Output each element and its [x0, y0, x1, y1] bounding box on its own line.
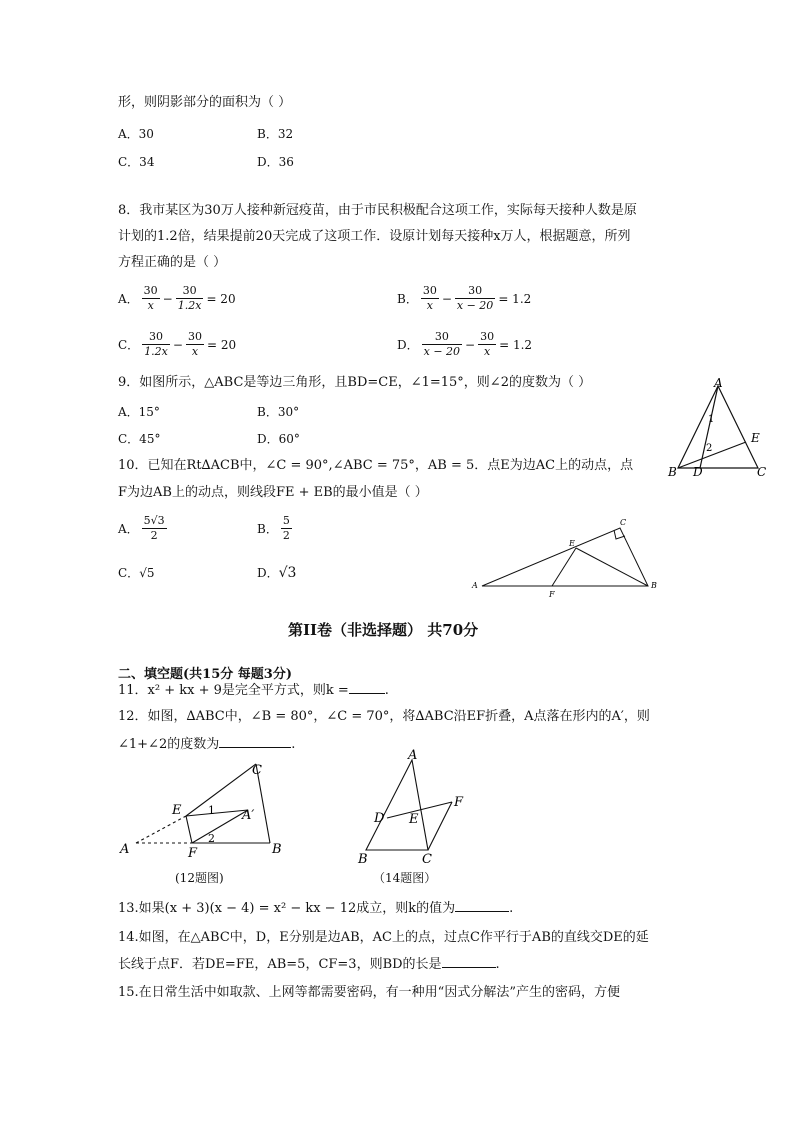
q9-option-a: A．15°	[118, 405, 160, 419]
q9-triangle-abc	[678, 386, 758, 468]
q14-line1: 14.如图，在△ABC中，D，E分别是边AB，AC上的点，过点C作平行于AB的直线交DE的延	[118, 930, 649, 945]
q10-line2: F为边AB上的动点，则线段FE + EB的最小值是（ ）	[118, 485, 428, 500]
q12-label-f: F	[188, 846, 198, 858]
q12-caption: (12题图)	[175, 871, 224, 885]
q14-segment-cf	[428, 802, 452, 850]
q10-label-f: F	[549, 590, 555, 599]
q12-angle1-label: 1	[208, 804, 215, 817]
q9-label-d: D	[693, 465, 703, 479]
section2-title: 二、填空题(共15分 每题3分)	[118, 667, 292, 682]
q9-option-b: B．30°	[257, 405, 300, 419]
q14-label-c: C	[422, 852, 432, 867]
q14-figure	[352, 748, 472, 868]
q8-option-a: A． $\frac{30}{x}$ − $\frac{30}{1.2x}$ = 20	[118, 284, 236, 312]
q10-line1: 10．已知在Rt∆ACB中，∠C = 90°,∠ABC = 75°，AB = 5．点E为边AC上的动点，点	[118, 458, 634, 473]
q10-option-d: D．√3	[257, 565, 297, 581]
q10-option-b: B． $\frac{5}{2}$	[257, 514, 290, 542]
q8-option-c: C． $\frac{30}{1.2x}$ − $\frac{30}{x}$ = 20	[118, 330, 237, 358]
q8-line2: 计划的1.2倍，结果提前20天完成了这项工作．设原计划每天接种x万人，根据题意，所列	[118, 229, 631, 244]
q11-answer-blank	[349, 693, 385, 694]
q14-caption: （14题图）	[373, 871, 437, 885]
q9-label-a: A	[714, 376, 723, 390]
q14-label-f: F	[454, 795, 464, 810]
q8-option-d: D． $\frac{30}{x - 20}$ − $\frac{30}{x}$ = 1.2	[397, 330, 533, 358]
q7-option-c: C．34	[118, 155, 155, 169]
q12-segment-ef	[186, 816, 192, 843]
q8-line1: 8．我市某区为30万人接种新冠疫苗，由于市民积极配合这项工作，实际每天接种人数是原	[118, 203, 637, 218]
q13-text: 13.如果(x + 3)(x − 4) = x² − kx − 12成立，则k的值为 .	[118, 901, 514, 916]
q14-answer-blank	[442, 967, 496, 968]
q15-line1: 15.在日常生活中如取款、上网等都需要密码，有一种用“因式分解法”产生的密码，方便	[118, 985, 620, 1000]
q8-option-b: B． $\frac{30}{x}$ − $\frac{30}{x - 20}$ = 1.2	[397, 284, 532, 312]
q7-option-a: A．30	[118, 127, 154, 141]
q12-dashed-ae	[136, 816, 186, 843]
q14-triangle-abc	[366, 760, 428, 850]
q9-label-c: C	[757, 465, 767, 479]
q10-label-c: C	[620, 518, 627, 527]
q9-label-b: B	[668, 465, 677, 479]
q12-line2: ∠1+∠2的度数为 .	[118, 737, 296, 752]
q9-figure	[666, 376, 776, 480]
q8-line3: 方程正确的是（ ）	[118, 255, 227, 270]
q12-label-c: C	[252, 763, 262, 778]
q14-label-e: E	[409, 812, 419, 827]
q9-option-c: C．45°	[118, 432, 161, 446]
q10-figure	[468, 514, 668, 600]
q12-answer-blank	[219, 747, 291, 748]
q14-label-d: D	[374, 811, 385, 826]
q7-option-d: D．36	[257, 155, 294, 169]
q11-text: 11．x² + kx + 9是完全平方式，则k = .	[118, 683, 389, 698]
q9-option-d: D．60°	[257, 432, 300, 446]
q10-label-b: B	[651, 581, 657, 590]
part2-title: 第II卷（非选择题） 共70分	[288, 621, 479, 639]
q9-angle2-label: 2	[706, 443, 713, 454]
q10-option-a: A． $\frac{5√3}{2}$	[118, 514, 165, 542]
q12-label-e: E	[172, 803, 182, 818]
q10-option-c: C．√5	[118, 566, 155, 580]
q9-label-e: E	[751, 431, 760, 445]
q12-label-a: A	[120, 842, 130, 857]
q10-label-a: A	[472, 581, 478, 590]
q12-line1: 12．如图，∆ABC中，∠B = 80°，∠C = 70°，将∆ABC沿EF折叠，A点落在形内的A′，则	[118, 709, 650, 724]
q10-segment-ef	[552, 548, 576, 586]
q10-segment-eb	[576, 548, 648, 586]
q7-text: 形，则阴影部分的面积为（ ）	[118, 95, 292, 110]
q14-label-a: A	[408, 748, 418, 763]
q9-text: 9．如图所示，△ABC是等边三角形，且BD=CE，∠1=15°，则∠2的度数为（ ）	[118, 375, 592, 390]
q9-angle1-label: 1	[708, 414, 715, 425]
q14-label-b: B	[358, 852, 368, 867]
q13-answer-blank	[455, 911, 509, 912]
q12-angle2-label: 2	[208, 832, 215, 845]
q14-line2: 长线于点F．若DE=FE，AB=5，CF=3，则BD的长是 .	[118, 957, 500, 972]
q7-option-b: B．32	[257, 127, 294, 141]
q12-label-b: B	[272, 842, 282, 857]
q10-label-e: E	[569, 539, 575, 548]
q12-label-a-prime: A′	[242, 808, 255, 823]
q12-figure	[116, 758, 296, 858]
